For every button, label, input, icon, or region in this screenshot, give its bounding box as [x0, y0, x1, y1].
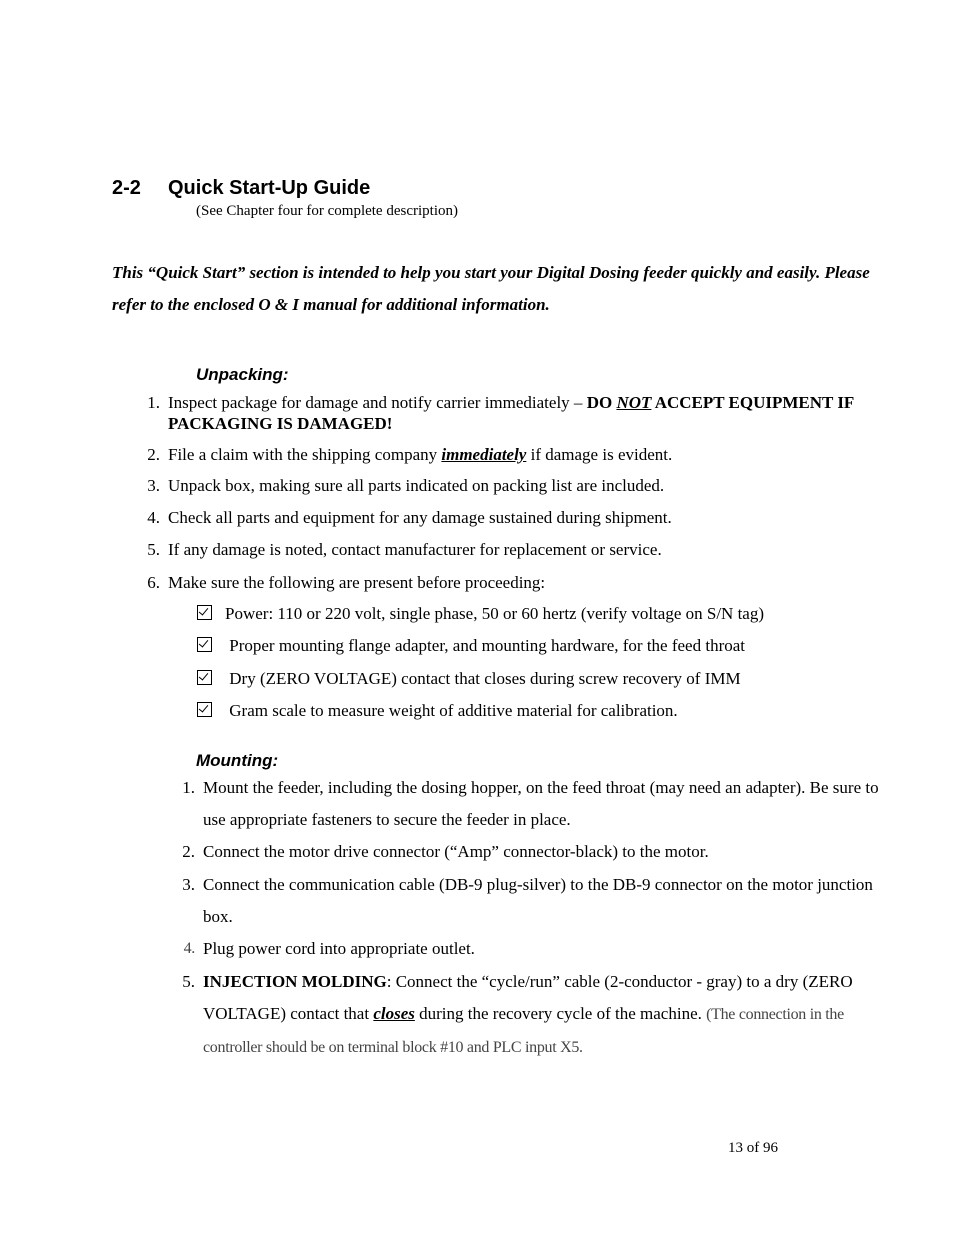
item-text: Inspect package for damage and notify carrier immediately –	[168, 393, 587, 412]
item-text: if damage is evident.	[526, 445, 673, 464]
mounting-item-1	[182, 772, 893, 836]
item-text: Connect the communication cable (DB-9 plug-silver) to the DB-9 connector on the motor junction box.	[203, 875, 873, 926]
item-text: during the recovery cycle of the machine.	[414, 1004, 707, 1023]
item-text: If any damage is noted, contact manufacturer for replacement or service.	[168, 540, 662, 559]
item-emphasis-text: NOT	[616, 393, 652, 412]
checklist-text: Proper mounting flange adapter, and mounting hardware, for the feed throat	[225, 636, 746, 655]
item-bold-text: ACCEPT EQUIPMENT IF PACKAGING IS DAMAGED!	[168, 393, 854, 433]
item-number: 1.	[182, 778, 195, 797]
item-number: 5.	[182, 972, 195, 991]
page-number: 13 of 96	[728, 1140, 778, 1156]
checklist-item	[197, 669, 741, 689]
section-heading	[112, 177, 370, 200]
checked-box-icon	[197, 702, 212, 717]
unpacking-item-3	[147, 475, 868, 496]
item-number: 2.	[147, 445, 160, 464]
unpacking-item-1	[147, 392, 868, 434]
section-subheading: (See Chapter four for complete description)	[196, 203, 458, 219]
mounting-item-3	[182, 869, 893, 933]
checklist-item	[197, 701, 678, 721]
item-number: 1.	[147, 393, 160, 412]
item-text: Unpack box, making sure all parts indicated on packing list are included.	[168, 476, 665, 495]
item-number: 5.	[147, 540, 160, 559]
item-text: File a claim with the shipping company	[168, 445, 442, 464]
unpacking-item-4	[147, 507, 868, 528]
item-text: : Connect the “cycle/run” cable (2-conductor - gray) to a dry (ZERO VOLTAGE) contact that	[203, 972, 853, 1023]
item-emphasis-text: closes	[373, 1004, 415, 1023]
item-number: 3.	[147, 476, 160, 495]
unpacking-item-2	[147, 444, 868, 465]
section-title: Quick Start-Up Guide	[168, 177, 371, 199]
item-text: Connect the motor drive connector (“Amp” connector-black) to the motor.	[203, 842, 709, 861]
checked-box-icon	[197, 605, 212, 620]
mounting-item-5	[182, 966, 893, 1064]
checklist-item	[197, 604, 764, 624]
checked-box-icon	[197, 670, 212, 685]
mounting-title: Mounting:	[196, 751, 279, 770]
item-number: 6.	[147, 573, 160, 592]
section-number: 2-2	[112, 177, 141, 199]
unpacking-item-5	[147, 539, 868, 560]
unpacking-title: Unpacking:	[196, 365, 289, 384]
intro-paragraph: This “Quick Start” section is intended to help you start your Digital Dosing feeder quickly and easily. Please refer to the enclosed O & I manual for additional information.	[112, 263, 870, 314]
item-text: Check all parts and equipment for any damage sustained during shipment.	[168, 508, 672, 527]
mounting-item-4	[183, 933, 893, 965]
item-bold-text: INJECTION MOLDING	[203, 972, 387, 991]
item-bold-text: DO	[586, 393, 617, 412]
item-emphasis-text: immediately	[441, 445, 527, 464]
item-note-text: (The connection in the controller should be on terminal block #10 and PLC input X5.	[203, 1006, 844, 1056]
checklist-text: Power: 110 or 220 volt, single phase, 50 or 60 hertz (verify voltage on S/N tag)	[225, 604, 765, 623]
item-text: Mount the feeder, including the dosing hopper, on the feed throat (may need an adapter). Be sure to use appropriate fasteners to secure the feeder in place.	[203, 778, 879, 829]
checklist-item	[197, 636, 745, 656]
item-number: 2.	[182, 842, 195, 861]
checklist-text: Gram scale to measure weight of additive material for calibration.	[225, 701, 678, 720]
item-text: Make sure the following are present before proceeding:	[168, 573, 546, 592]
mounting-item-2	[182, 836, 893, 868]
item-number: 4.	[147, 508, 160, 527]
checked-box-icon	[197, 637, 212, 652]
item-number: 3.	[182, 875, 195, 894]
checklist-text: Dry (ZERO VOLTAGE) contact that closes during screw recovery of IMM	[225, 669, 741, 688]
item-text: Plug power cord into appropriate outlet.	[203, 939, 475, 958]
item-number: 4.	[183, 940, 195, 957]
unpacking-item-6	[147, 572, 868, 593]
